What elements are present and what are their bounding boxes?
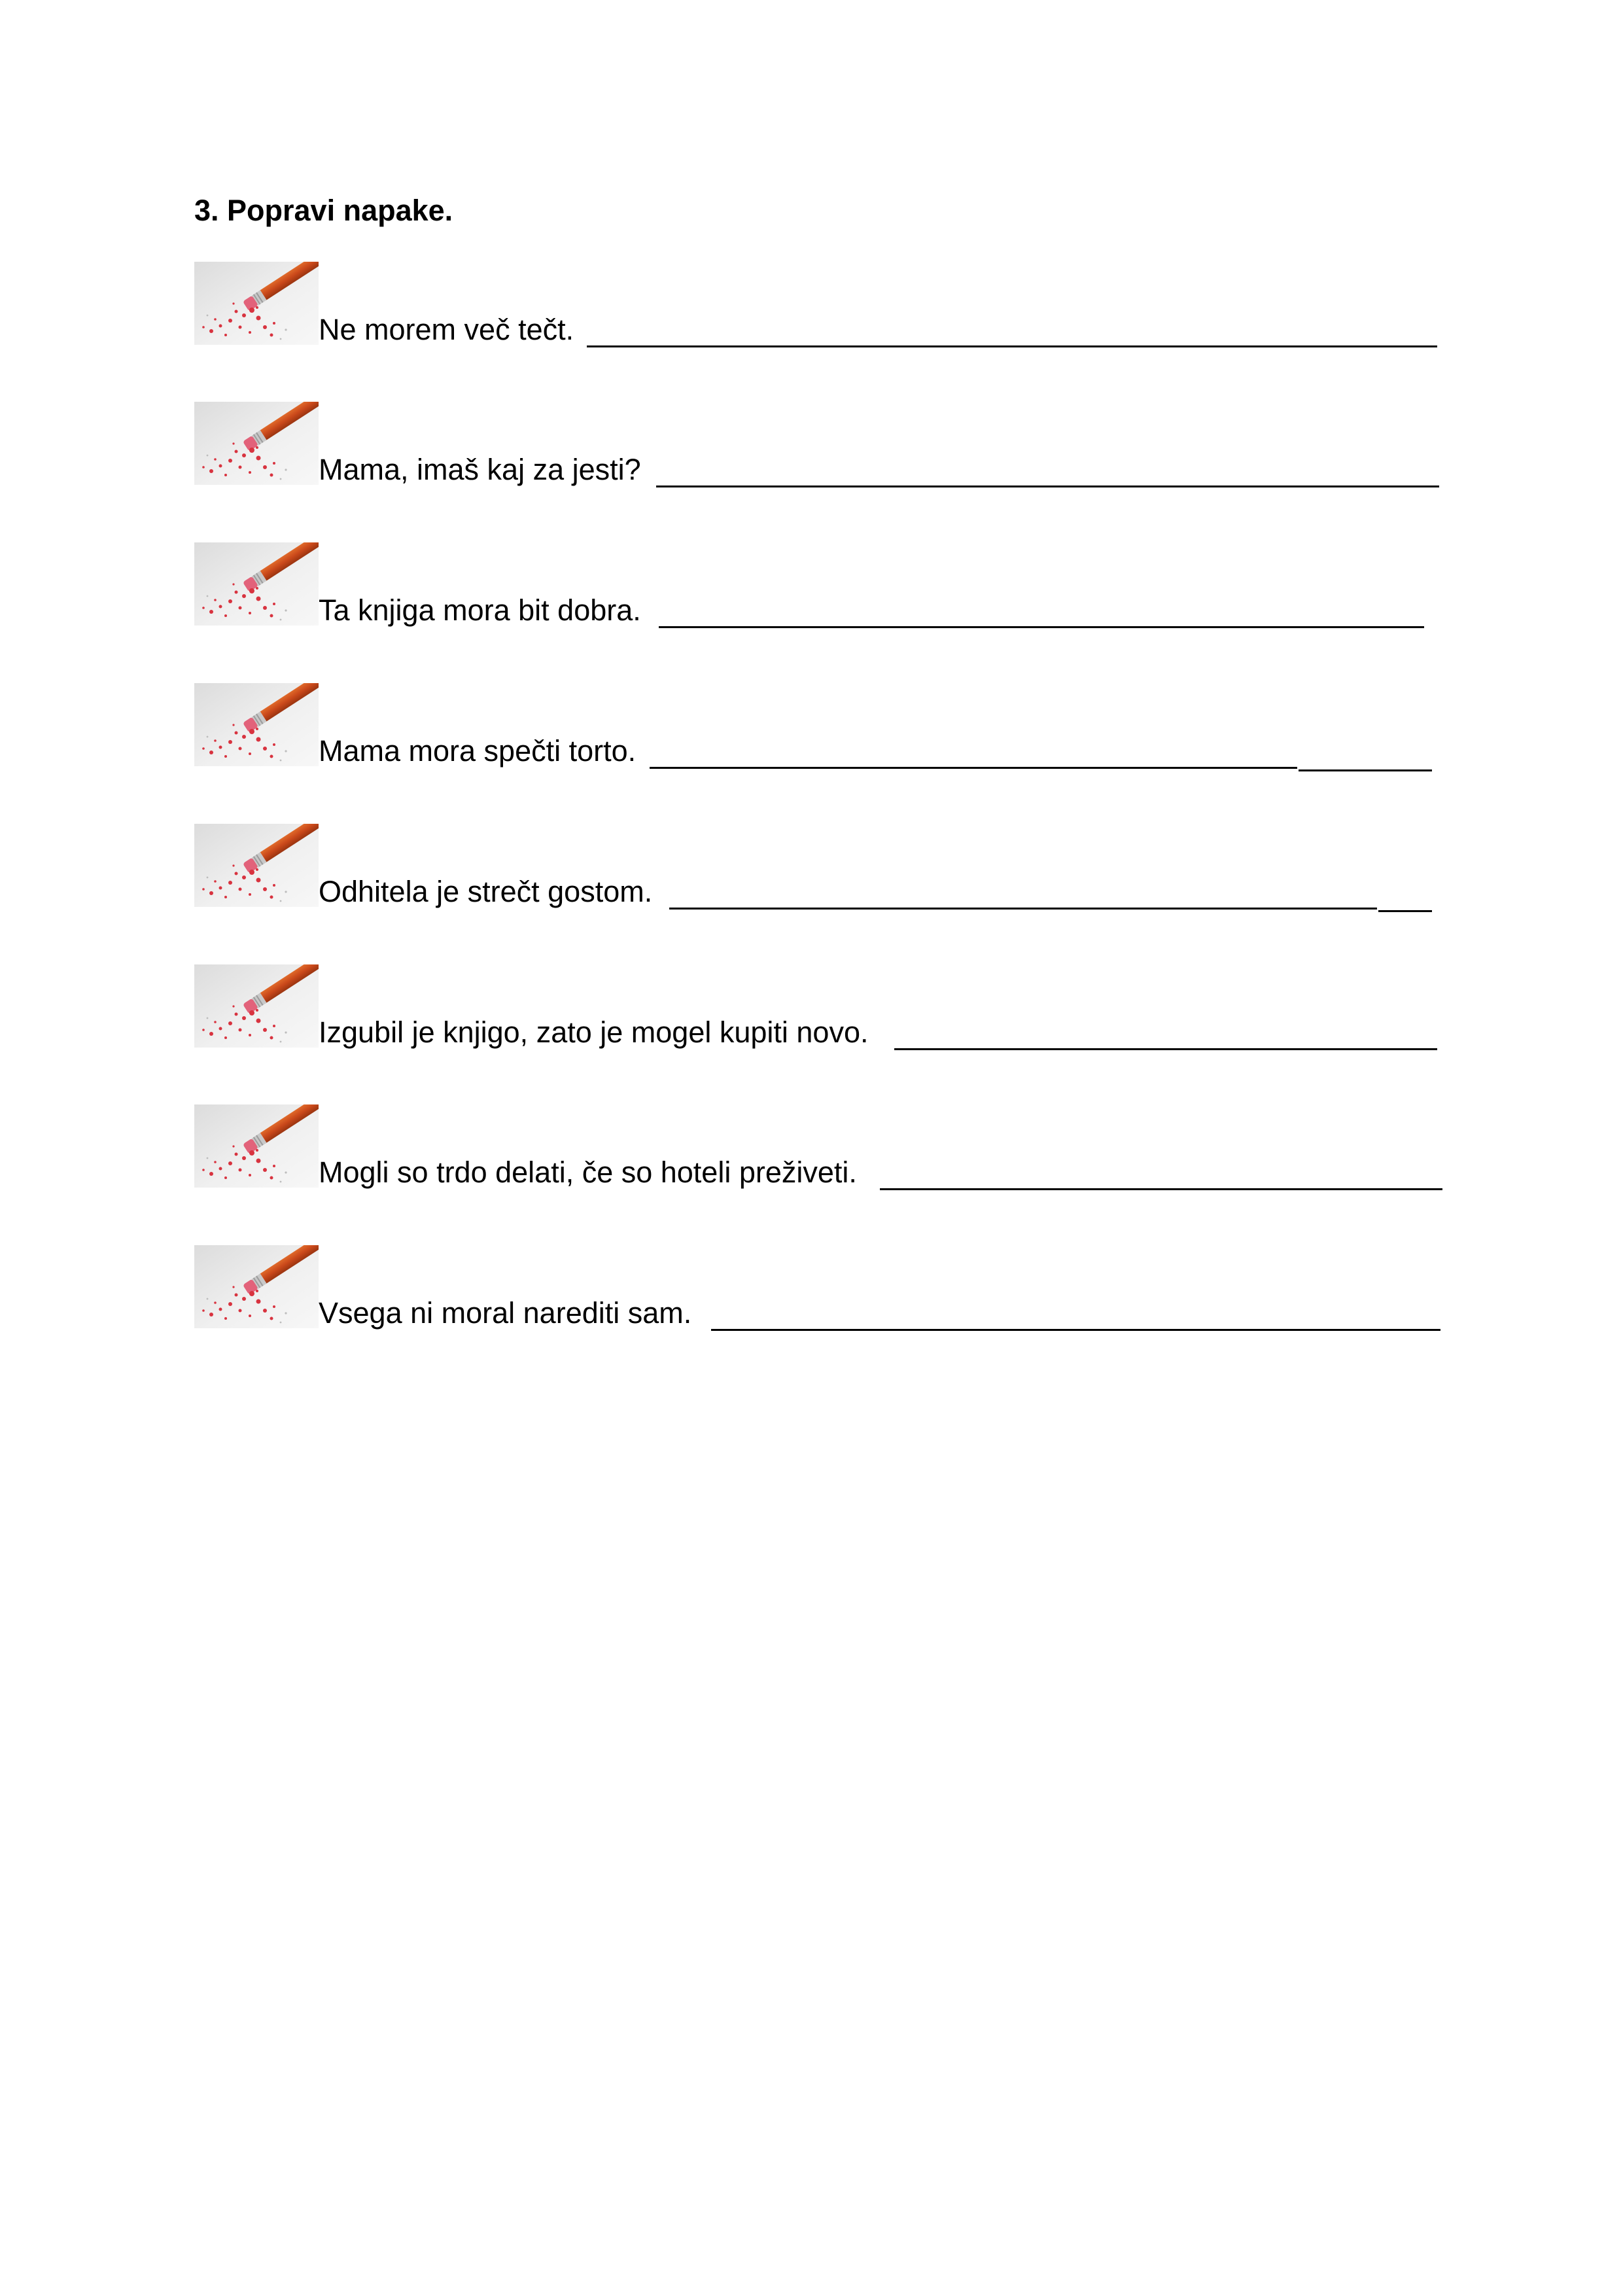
exercise-item xyxy=(194,824,1437,910)
answer-line-segment xyxy=(1299,769,1432,771)
sentence-text: Ne morem več tečt. xyxy=(319,313,574,346)
exercise-item xyxy=(194,262,1437,348)
eraser-pencil-icon xyxy=(194,1104,319,1188)
sentence-text: Mama mora spečti torto. xyxy=(319,734,637,768)
exercise-item xyxy=(194,402,1437,488)
sentence-text: Mama, imaš kaj za jesti? xyxy=(319,453,641,486)
eraser-pencil-icon xyxy=(194,1245,319,1328)
exercise-item xyxy=(194,1104,1437,1191)
eraser-pencil-icon xyxy=(194,542,319,626)
answer-line[interactable] xyxy=(711,1329,1440,1331)
answer-line[interactable] xyxy=(880,1188,1442,1190)
answer-line-segment xyxy=(1378,910,1432,912)
eraser-pencil-icon xyxy=(194,824,319,907)
exercise-item xyxy=(194,964,1437,1051)
answer-line[interactable] xyxy=(587,345,1437,347)
eraser-pencil-icon xyxy=(194,964,319,1048)
answer-line-segment xyxy=(669,908,1377,910)
answer-line-segment xyxy=(650,767,1297,769)
exercise-item xyxy=(194,542,1437,629)
answer-line[interactable] xyxy=(656,486,1439,487)
sentence-text: Izgubil je knjigo, zato je mogel kupiti novo. xyxy=(319,1016,869,1049)
eraser-pencil-icon xyxy=(194,402,319,485)
eraser-pencil-icon xyxy=(194,683,319,766)
sentence-text: Odhitela je strečt gostom. xyxy=(319,875,653,908)
eraser-pencil-icon xyxy=(194,262,319,345)
answer-line[interactable] xyxy=(659,626,1424,628)
exercise-item xyxy=(194,1245,1437,1332)
sentence-text: Vsega ni moral narediti sam. xyxy=(319,1296,692,1330)
sentence-text: Mogli so trdo delati, če so hoteli preživeti. xyxy=(319,1156,857,1189)
sentence-text: Ta knjiga mora bit dobra. xyxy=(319,593,641,627)
exercise-item xyxy=(194,683,1437,769)
exercise-title: 3. Popravi napake. xyxy=(194,194,453,227)
answer-line[interactable] xyxy=(894,1048,1437,1050)
